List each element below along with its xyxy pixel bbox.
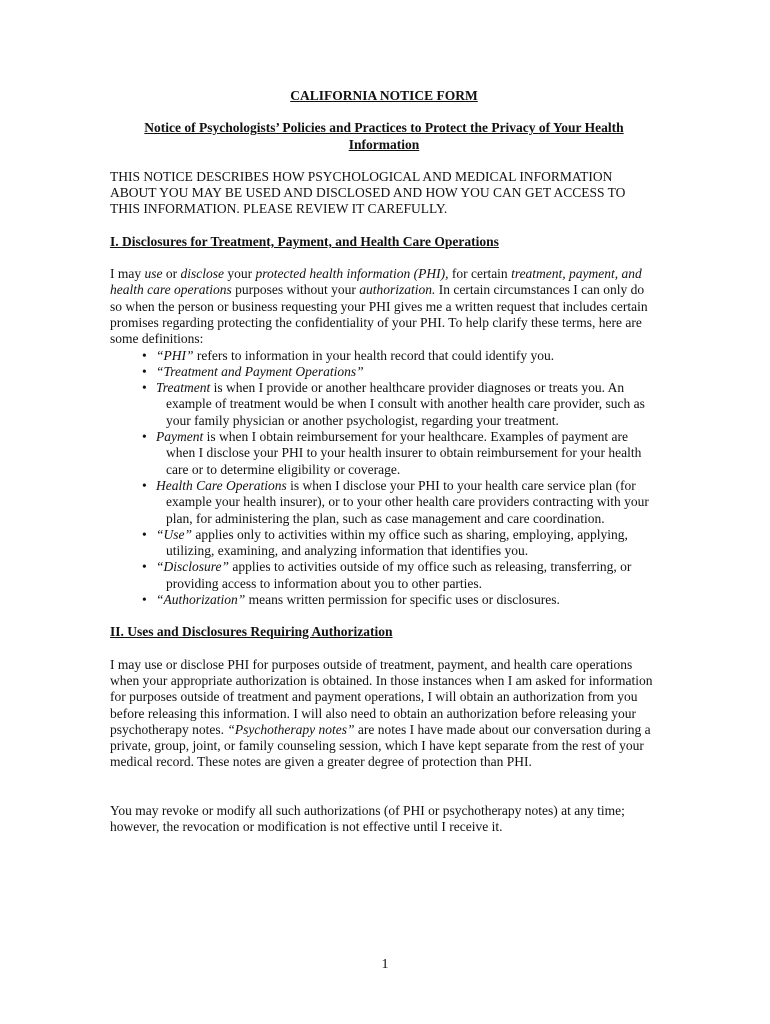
bullet-icon: • [142,477,147,493]
definition-item: • “Disclosure” applies to activities outside of my office such as releasing, transferring, or providing access to information about you to other parties. [142,559,632,591]
definitions-list [110,348,658,609]
bullet-icon: • [142,347,147,363]
document-subtitle: Notice of Psychologists’ Policies and Practices to Protect the Privacy of Your Health Information [144,120,624,152]
bullet-icon: • [142,526,147,542]
bullet-icon: • [142,363,147,379]
spacer [110,771,658,803]
bullet-icon: • [142,380,147,396]
definition-item: • Payment is when I obtain reimbursement for your healthcare. Examples of payment are when I disclose your PHI to your health insurer to obtain reimbursement for your health care or to determine eligibility or coverage. [142,429,642,477]
bullet-icon: • [142,429,147,445]
spacer [110,608,658,624]
definition-item: • “Treatment and Payment Operations” [142,363,364,379]
document-page [110,88,658,835]
definition-item: • “Use” applies only to activities within my office such as sharing, employing, applying, utilizing, examining, and analyzing information that identifies you. [142,526,628,559]
notice-statement: THIS NOTICE DESCRIBES HOW PSYCHOLOGICAL AND MEDICAL INFORMATION ABOUT YOU MAY BE USED AND DISCLOSED AND HOW YOU CAN GET ACCESS TO THIS INFORMATION. PLEASE REVIEW IT CAREFULLY. [110,168,626,217]
section-2-paragraph-1: I may use or disclose PHI for purposes outside of treatment, payment, and health care operations when your appropriate authorization is obtained. In those instances when I am asked for information for purposes outside of treatment and payment operations, I will obtain an authorization from you before releasing this information. I will also need to obtain an authorization before releasing your psychotherapy notes. “Psychotherapy notes” are notes I have made about our conversation during a private, group, joint, or family counseling session, which I have kept separate from the rest of your medical record. These notes are given a greater degree of protection than PHI. [110,656,653,770]
definition-item: • Health Care Operations is when I disclose your PHI to your health care service plan (for example your health insurer), or to your other health care providers contracting with your plan, for administering the plan, such as case management and care coordination. [142,477,649,526]
page-number: 1 [381,957,389,972]
section-2-heading: II. Uses and Disclosures Requiring Authorization [110,624,393,640]
definition-item: • Treatment is when I provide or another healthcare provider diagnoses or treats you. An example of treatment would be when I consult with another health care provider, such as your family physician or another psychologist, regarding your treatment. [142,380,645,428]
bullet-icon: • [142,592,147,608]
document-title: CALIFORNIA NOTICE FORM [290,88,478,103]
definition-item: • “PHI” refers to information in your health record that could identify you. [142,347,555,363]
section-1-intro: I may use or disclose your protected health information (PHI), for certain treatment, payment, and health care operations purposes without your authorization. In certain circumstances I can only do so when the person or business requesting your PHI gives me a written request that includes certain promises regarding protecting the confidentiality of your PHI. To help clarify these terms, here are some definitions: [110,266,648,347]
bullet-icon: • [142,559,147,575]
section-1-heading: I. Disclosures for Treatment, Payment, and Health Care Operations [110,233,499,249]
section-2-paragraph-2: You may revoke or modify all such authorizations (of PHI or psychotherapy notes) at any time; however, the revocation or modification is not effective until I receive it. [110,802,625,834]
definition-item: • “Authorization” means written permission for specific uses or disclosures. [142,592,560,608]
